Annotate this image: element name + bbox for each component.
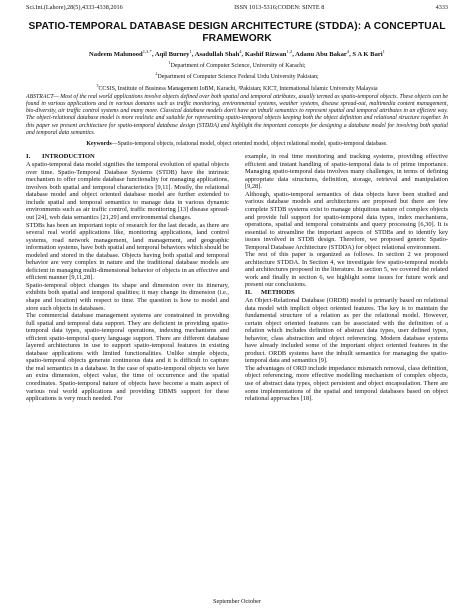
affil-text: CCSIS, Institute of Business Management IoBM, Karachi, ³Pakistan; KICT, International Islamic University Malaysia	[98, 85, 378, 92]
left-column	[26, 153, 229, 403]
author-affil-mark: 1	[189, 49, 192, 54]
keywords	[26, 141, 448, 148]
abstract-text: — Most of the real world applications involve objects defined over both spatial and temporal attributes, usually termed as spatio-temporal objects. These objects can be found in various applications and in various domains such as traffic monitoring, environmental systems, weather systems, disease spread-out, multimedia content management, bio-diversity, air traffic control systems and many more. Classical database models don't have an inbuilt semantics to represent spatial and temporal attributes in an efficient way. The object-relational database model is more realistic and suitable for representing spatio-temporal objects keeping both the object definition and relational structure together. In this paper we present architecture for spatio-temporal database design (STDDA) and highlight the important concepts for designing a database model for involving both spatial and temporal data semantics.	[26, 93, 448, 136]
section-heading-methods	[245, 289, 448, 297]
page-footer: September October	[213, 598, 261, 605]
author-list: Nadeem Mahmood$^{1,3,*}$, Aqil Burney$^1$, Asadullah Shah$^4$, Kashif Rizwan$^{1,2}$, Adanu Abu Bakar$^4$, S A K Bari$^1$	[89, 49, 385, 59]
body-paragraph: An Object-Relational Database (ORDB) model is primarily based on relational data model with implicit object oriented features. The key is to maintain the fundamental structure of a relation as per the relational model. However, certain object oriented features can be associated with the definition of a relation which includes definition of abstract data types, user defined types, behavior, class abstraction and object referencing. Modern database systems have already included some of the important object oriented features in the product. ORDB systems have the inbuilt semantics for managing the spatio-temporal data and semantics [9].	[245, 296, 448, 365]
affil-mark: 1	[168, 60, 171, 66]
body-paragraph: example, in real time monitoring and tracking systems, providing effective efficient and instant handling of spatio-temporal data is of prime importance. Managing spatio-temporal data involves many challenges, in terms of defining appropriate data structures, definition, storage, retrieval and manipulation [9,28].	[245, 153, 448, 191]
body-paragraph: The advantages of ORD include impedance mismatch removal, class definition, object referencing, more effective modelling mechanism of complex objects, use of abstract data types, object persistent and object encapsulation. There are some implementations of the spatial and temporal databases based on object relational approaches [18].	[245, 364, 448, 403]
affil-mark: 2	[155, 71, 158, 77]
section-number: II.	[245, 288, 252, 296]
author-name: Aqil Burney	[154, 51, 190, 59]
body-paragraph: The commercial database management systems are constrained in providing full spatial and temporal data support. They are deficient in providing spatio-temporal data types, spatio-temporal operations, indexing mechanisms and efficient spatio-temporal query language support. There are different database layered architectures in use to support spatio-temporal features in existing database applications with limited functionalities. Unlike simple objects, spatio-temporal objects generate continuous data and it is difficult to capture the real semantics in a database. In the case of spatio-temporal objects we have an extra dimension, object value, the time of occurrence and the spatial coordinates. Spatio-temporal nature of objects have become a main aspect of various real world applications and providing DBMS support for these applications is very much needed. For	[26, 312, 229, 403]
issn-line: ISSN 1013-5316;CODEN: SINTE 8	[234, 4, 325, 11]
body-paragraph: Spatio-temporal object changes its shape and dimension over its itinerary, exhibits both spatial and temporal qualities; it may change its dimension (i.e., shape and location) with respect to time. The question is how to model and store such objects in databases.	[26, 281, 229, 312]
author-affil-mark: 1,2	[286, 49, 293, 54]
right-column	[245, 153, 448, 403]
keywords-text: —Spatio-temporal objects, relational model, object oriented model, object relational model, spatio-temporal database.	[111, 140, 388, 147]
author-name: Kashif Rizwan	[244, 51, 287, 59]
author-name: Adanu Abu Bakar	[295, 51, 347, 59]
section-heading-introduction	[26, 153, 229, 161]
affiliation-line	[26, 59, 448, 70]
affiliation-line	[26, 82, 448, 93]
affil-text: Department of Computer Science Federal Urdu University Pakistan;	[157, 74, 319, 81]
author-name: Nadeem Mahmood	[89, 51, 143, 59]
journal-citation: Sci.Int.(Lahore),28(5),4333-4338,2016	[26, 4, 123, 11]
affiliation-line	[26, 70, 448, 81]
page-number: 4333	[435, 4, 448, 11]
affil-text: Department of Computer Science, University of Karachi;	[170, 63, 306, 70]
body-paragraph: STDBs has been an important topic of research for the last decade, as there are several real world applications like, monitoring applications, land control systems, road network management, land management, and geographic information systems, have both spatial and temporal behaviors which should be modeled and stored in the database. Objects having both spatial and temporal behavior are very complex in nature and the traditional database models are deficient in managing multi-dimensional behavior of objects in an effective and efficient manner [9,11,28].	[26, 221, 229, 282]
abstract-label: ABSTRACT	[26, 93, 54, 100]
author-name: S A K Bari	[352, 51, 383, 59]
affil-mark: 3	[96, 82, 99, 88]
author-affil-mark: 4	[239, 49, 242, 54]
section-title: INTRODUCTION	[42, 153, 95, 161]
body-paragraph: A spatio-temporal data model signifies the temporal evolution of spatial objects over time. Spatio-Temporal Database Systems (STDB) have the intrinsic mechanism to offer complete database functionality for managing applications, involves both spatial and temporal characteristics [9,11]. Mostly, the relational database model and object oriented database model are further extended to include spatial and temporal semantics to manage data in various dynamic environments such as air traffic control, traffic monitoring [13] disease spread-out [24], web data semantics [21,29] and environmental changes.	[26, 161, 229, 221]
body-columns	[26, 153, 448, 403]
keywords-label: Keywords	[86, 140, 112, 147]
body-paragraph: The rest of this paper is organized as follows. In section 2 we proposed architecture STDDA. In Section 4, we investigate few spatio-temporal models and architectures proposed in the literature. In section 5, we covered the related work and finally in section 6, we highlight some issues for future work and present our conclusions.	[245, 251, 448, 289]
abstract	[26, 94, 448, 137]
section-title: METHODS	[261, 288, 295, 296]
section-number: I.	[26, 153, 31, 161]
author-name: Asadullah Shah	[194, 51, 240, 59]
running-header	[26, 4, 448, 12]
body-paragraph: Although, spatio-temporal semantics of data objects have been studied and various database models and architectures are proposed but there are few complete STDB systems exist to manage ubiquitous nature of complex objects and provide full support for spatio-temporal data types, index mechanisms, operations, spatial and temporal constraints and query processing [6,30]. It is essential to streamline the important aspects of STDBs and to identify key issues involved in STDB design. Therefore, we proposed generic Spatio-Temporal Database Architecture (STDDA) for object relational environment.	[245, 190, 448, 251]
author-affil-mark: 4	[346, 49, 350, 54]
author-affil-mark: 1,3,*	[142, 49, 152, 54]
paper-title: SPATIO-TEMPORAL DATABASE DESIGN ARCHITECTURE (STDDA): A CONCEPTUAL FRAMEWORK	[28, 21, 446, 44]
author-affil-mark: 1	[382, 49, 385, 54]
